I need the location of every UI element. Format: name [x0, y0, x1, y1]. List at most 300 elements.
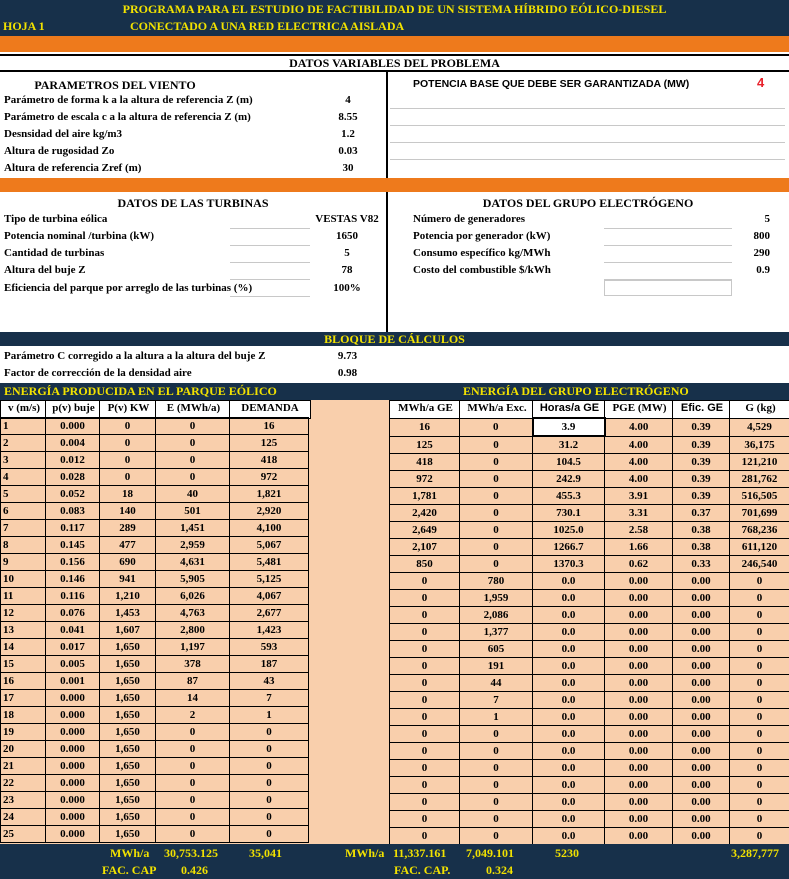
table-cell[interactable]: 16: [230, 418, 309, 435]
table-cell[interactable]: 1,781: [390, 488, 460, 505]
table-cell[interactable]: 0: [390, 573, 460, 590]
table-cell[interactable]: 1: [1, 418, 46, 435]
table-cell[interactable]: 1,650: [100, 741, 156, 758]
table-cell[interactable]: 701,699: [730, 505, 789, 522]
table-cell[interactable]: 0.62: [605, 556, 673, 573]
table-row: [390, 436, 789, 454]
table-cell[interactable]: 40: [156, 486, 230, 503]
table-row: [1, 418, 309, 435]
table-cell[interactable]: 16: [390, 418, 460, 436]
table-cell[interactable]: 0: [730, 692, 789, 709]
table-cell[interactable]: 0.0: [533, 777, 605, 794]
table-cell[interactable]: 516,505: [730, 488, 789, 505]
table-cell[interactable]: 941: [100, 571, 156, 588]
table-cell[interactable]: 1,650: [100, 724, 156, 741]
table-cell[interactable]: 780: [460, 573, 533, 590]
table-cell[interactable]: 0.000: [46, 809, 100, 826]
table-cell[interactable]: 125: [230, 435, 309, 452]
table-cell[interactable]: 0: [390, 658, 460, 675]
table-cell[interactable]: 1,959: [460, 590, 533, 607]
table-cell[interactable]: 281,762: [730, 471, 789, 488]
table-cell[interactable]: 0.000: [46, 758, 100, 775]
table-cell[interactable]: 1,650: [100, 673, 156, 690]
table-cell[interactable]: 0: [730, 828, 789, 845]
table-cell[interactable]: 0.00: [673, 573, 730, 590]
table-cell[interactable]: 0.00: [673, 828, 730, 845]
table-cell[interactable]: 0: [730, 675, 789, 692]
table-cell[interactable]: 2,800: [156, 622, 230, 639]
table-cell[interactable]: 0.39: [673, 418, 730, 436]
table-cell[interactable]: 0: [230, 775, 309, 792]
table-cell[interactable]: 0: [460, 811, 533, 828]
orange-band: [0, 36, 789, 52]
table-cell[interactable]: 4,631: [156, 554, 230, 571]
table-cell[interactable]: 4: [1, 469, 46, 486]
table-row: [1, 758, 309, 775]
table-cell[interactable]: 0: [730, 624, 789, 641]
table-cell[interactable]: 0: [730, 726, 789, 743]
table-cell[interactable]: 0: [730, 811, 789, 828]
table-cell[interactable]: 0.0: [533, 607, 605, 624]
table-cell[interactable]: 0.000: [46, 690, 100, 707]
table-row: [1, 741, 309, 758]
table-cell[interactable]: 0.0: [533, 641, 605, 658]
table-cell[interactable]: 0.0: [533, 811, 605, 828]
table-cell[interactable]: 0.0: [533, 828, 605, 845]
table-cell[interactable]: 0.012: [46, 452, 100, 469]
table-cell[interactable]: 3.91: [605, 488, 673, 505]
table-cell[interactable]: 0: [460, 743, 533, 760]
table-cell[interactable]: 1,451: [156, 520, 230, 537]
table-cell[interactable]: 8: [1, 537, 46, 554]
table-cell[interactable]: 12: [1, 605, 46, 622]
table-cell[interactable]: 730.1: [533, 505, 605, 522]
table-cell[interactable]: 418: [390, 454, 460, 471]
table-cell[interactable]: 0: [730, 641, 789, 658]
table-cell[interactable]: 0: [100, 452, 156, 469]
table-cell[interactable]: 0.00: [605, 573, 673, 590]
table-cell[interactable]: 31.2: [533, 436, 605, 454]
table-cell[interactable]: 2,649: [390, 522, 460, 539]
table-cell[interactable]: 2,677: [230, 605, 309, 622]
table-cell[interactable]: 0: [390, 811, 460, 828]
table-cell[interactable]: 0.00: [673, 794, 730, 811]
table-cell[interactable]: 0: [730, 760, 789, 777]
table-cell[interactable]: 0.00: [605, 692, 673, 709]
table-cell[interactable]: 11: [1, 588, 46, 605]
table-cell[interactable]: 0: [460, 436, 533, 454]
table-cell[interactable]: 605: [460, 641, 533, 658]
table-cell[interactable]: 0.116: [46, 588, 100, 605]
table-cell[interactable]: 5,067: [230, 537, 309, 554]
table-cell[interactable]: 3.31: [605, 505, 673, 522]
table-cell[interactable]: 2.58: [605, 522, 673, 539]
table-cell[interactable]: 140: [100, 503, 156, 520]
table-cell[interactable]: 0: [460, 471, 533, 488]
table-cell[interactable]: 0.33: [673, 556, 730, 573]
table-cell[interactable]: 1,650: [100, 639, 156, 656]
table-cell[interactable]: 0: [730, 590, 789, 607]
table-cell[interactable]: 1,453: [100, 605, 156, 622]
table-cell[interactable]: 1,650: [100, 809, 156, 826]
table-cell[interactable]: 0: [390, 607, 460, 624]
table-cell[interactable]: 17: [1, 690, 46, 707]
table-cell[interactable]: 0: [460, 454, 533, 471]
table-cell[interactable]: 6: [1, 503, 46, 520]
table-cell[interactable]: 0.0: [533, 624, 605, 641]
table-cell[interactable]: 0: [230, 792, 309, 809]
table-cell[interactable]: 455.3: [533, 488, 605, 505]
table-cell[interactable]: 246,540: [730, 556, 789, 573]
table-cell[interactable]: 0: [100, 418, 156, 435]
table-cell[interactable]: 0: [156, 741, 230, 758]
table-cell[interactable]: 0.000: [46, 826, 100, 843]
table-cell[interactable]: 5,905: [156, 571, 230, 588]
table-cell[interactable]: 0.000: [46, 724, 100, 741]
table-cell[interactable]: 0: [156, 724, 230, 741]
gen-total-g: 3,287,777: [731, 846, 779, 860]
table-cell[interactable]: 5,481: [230, 554, 309, 571]
table-cell[interactable]: 0: [460, 777, 533, 794]
table-cell[interactable]: 0.00: [605, 675, 673, 692]
table-cell[interactable]: 0.00: [673, 777, 730, 794]
table-cell[interactable]: 0: [230, 741, 309, 758]
table-cell[interactable]: 0: [390, 675, 460, 692]
table-cell[interactable]: 18: [100, 486, 156, 503]
table-cell[interactable]: 0: [156, 826, 230, 843]
table-cell[interactable]: 242.9: [533, 471, 605, 488]
table-cell[interactable]: 6,026: [156, 588, 230, 605]
table-cell[interactable]: 0: [156, 792, 230, 809]
table-cell[interactable]: 0: [390, 590, 460, 607]
table-cell[interactable]: 0: [156, 435, 230, 452]
table-cell[interactable]: 4,067: [230, 588, 309, 605]
table-cell[interactable]: 0.00: [605, 709, 673, 726]
table-cell[interactable]: 0: [390, 777, 460, 794]
table-cell[interactable]: 0.00: [605, 624, 673, 641]
table-cell[interactable]: 1,650: [100, 826, 156, 843]
table-cell[interactable]: 0.000: [46, 741, 100, 758]
table-cell[interactable]: 0: [730, 709, 789, 726]
table-cell[interactable]: 0.005: [46, 656, 100, 673]
table-row: [1, 673, 309, 690]
table-cell[interactable]: 4.00: [605, 471, 673, 488]
table-cell[interactable]: 1025.0: [533, 522, 605, 539]
table-cell[interactable]: 104.5: [533, 454, 605, 471]
table-cell[interactable]: 1370.3: [533, 556, 605, 573]
table-cell[interactable]: 18: [1, 707, 46, 724]
table-cell[interactable]: 7: [460, 692, 533, 709]
table-cell[interactable]: 4,100: [230, 520, 309, 537]
table-cell[interactable]: 0.00: [605, 641, 673, 658]
table-row: [390, 488, 789, 505]
table-cell[interactable]: 1.66: [605, 539, 673, 556]
table-cell[interactable]: 0: [230, 724, 309, 741]
table-cell[interactable]: 0.00: [605, 726, 673, 743]
table-cell[interactable]: 1,210: [100, 588, 156, 605]
sheet-label: HOJA 1: [3, 19, 45, 33]
table-cell[interactable]: 501: [156, 503, 230, 520]
table-cell[interactable]: 0.0: [533, 590, 605, 607]
table-cell[interactable]: 0: [460, 539, 533, 556]
table-cell[interactable]: 36,175: [730, 436, 789, 454]
table-cell[interactable]: 1,650: [100, 690, 156, 707]
table-cell[interactable]: 0: [460, 760, 533, 777]
table-cell[interactable]: 0.117: [46, 520, 100, 537]
table-cell[interactable]: 0: [100, 469, 156, 486]
table-cell[interactable]: 2,920: [230, 503, 309, 520]
table-cell[interactable]: 0.028: [46, 469, 100, 486]
table-cell[interactable]: 0.38: [673, 522, 730, 539]
table-cell[interactable]: 0: [730, 794, 789, 811]
table-cell[interactable]: 0.39: [673, 436, 730, 454]
table-cell[interactable]: 0.39: [673, 471, 730, 488]
table-cell[interactable]: 0: [390, 760, 460, 777]
table-cell[interactable]: 1266.7: [533, 539, 605, 556]
table-row: [390, 692, 789, 709]
table-cell[interactable]: 1,650: [100, 775, 156, 792]
table-cell[interactable]: 0.00: [673, 811, 730, 828]
table-cell[interactable]: 611,120: [730, 539, 789, 556]
table-cell[interactable]: 0.0: [533, 692, 605, 709]
table-cell[interactable]: 0.37: [673, 505, 730, 522]
table-cell[interactable]: 0.00: [605, 777, 673, 794]
table-cell[interactable]: 0.000: [46, 418, 100, 435]
wind-energy-heading: ENERGÍA PRODUCIDA EN EL PARQUE EÓLICO: [4, 384, 277, 398]
table-cell[interactable]: 0: [460, 794, 533, 811]
table-cell[interactable]: 1,423: [230, 622, 309, 639]
table-cell[interactable]: 0.00: [673, 675, 730, 692]
table-cell[interactable]: 0.000: [46, 775, 100, 792]
table-cell[interactable]: 1: [460, 709, 533, 726]
table-cell[interactable]: 593: [230, 639, 309, 656]
table-cell[interactable]: 0: [156, 469, 230, 486]
table-cell[interactable]: 0.00: [673, 658, 730, 675]
table-cell[interactable]: 0: [390, 828, 460, 845]
base-power-label: POTENCIA BASE QUE DEBE SER GARANTIZADA (MW): [413, 78, 690, 90]
table-cell[interactable]: 43: [230, 673, 309, 690]
table-cell[interactable]: 0.145: [46, 537, 100, 554]
wind-column-header: DEMANDA: [229, 400, 311, 419]
table-cell[interactable]: 16: [1, 673, 46, 690]
table-cell[interactable]: 289: [100, 520, 156, 537]
table-cell[interactable]: 0: [460, 556, 533, 573]
table-cell[interactable]: 0.00: [673, 624, 730, 641]
table-cell[interactable]: 850: [390, 556, 460, 573]
table-cell[interactable]: 0.000: [46, 707, 100, 724]
table-row: [390, 522, 789, 539]
table-cell[interactable]: 0: [230, 758, 309, 775]
table-cell[interactable]: 0.0: [533, 573, 605, 590]
table-cell[interactable]: 972: [390, 471, 460, 488]
table-cell[interactable]: 0.017: [46, 639, 100, 656]
table-cell[interactable]: 0: [156, 452, 230, 469]
table-cell[interactable]: 0.00: [605, 794, 673, 811]
table-cell[interactable]: 24: [1, 809, 46, 826]
table-cell[interactable]: 1: [230, 707, 309, 724]
table-cell[interactable]: 0: [460, 488, 533, 505]
table-cell[interactable]: 0.38: [673, 539, 730, 556]
table-cell[interactable]: 0.052: [46, 486, 100, 503]
table-cell[interactable]: 3: [1, 452, 46, 469]
table-cell[interactable]: 690: [100, 554, 156, 571]
table-cell[interactable]: 2,107: [390, 539, 460, 556]
table-cell[interactable]: 2: [156, 707, 230, 724]
table-cell[interactable]: 0: [156, 758, 230, 775]
table-cell[interactable]: 378: [156, 656, 230, 673]
table-row: [1, 486, 309, 503]
wind-param-value: 30: [342, 162, 354, 174]
gen-column-header: MWh/a Exc.: [459, 400, 535, 419]
table-cell[interactable]: 0: [390, 709, 460, 726]
table-cell[interactable]: 22: [1, 775, 46, 792]
generator-value: 290: [753, 247, 770, 259]
table-cell[interactable]: 0: [230, 826, 309, 843]
table-cell[interactable]: 0.000: [46, 792, 100, 809]
table-cell[interactable]: 0: [100, 435, 156, 452]
table-cell[interactable]: 0: [390, 794, 460, 811]
table-cell[interactable]: 0: [730, 743, 789, 760]
table-cell[interactable]: 0.00: [673, 760, 730, 777]
table-cell[interactable]: 20: [1, 741, 46, 758]
table-cell[interactable]: 9: [1, 554, 46, 571]
table-cell[interactable]: 1,650: [100, 707, 156, 724]
table-cell[interactable]: 3.9: [533, 418, 605, 436]
table-cell[interactable]: 5: [1, 486, 46, 503]
table-cell[interactable]: 0: [390, 641, 460, 658]
table-cell[interactable]: 0.00: [673, 709, 730, 726]
table-cell[interactable]: 2,959: [156, 537, 230, 554]
table-cell[interactable]: 0.00: [605, 607, 673, 624]
table-cell[interactable]: 14: [156, 690, 230, 707]
table-cell[interactable]: 7: [1, 520, 46, 537]
table-cell[interactable]: 0.0: [533, 743, 605, 760]
program-title: PROGRAMA PARA EL ESTUDIO DE FACTIBILIDAD DE UN SISTEMA HÍBRIDO EÓLICO-DIESEL: [122, 2, 667, 16]
table-cell[interactable]: 0.156: [46, 554, 100, 571]
wind-cap-value: 0.426: [181, 863, 208, 877]
table-cell[interactable]: 0.00: [673, 641, 730, 658]
table-cell[interactable]: 4,529: [730, 418, 789, 436]
table-cell[interactable]: 0.041: [46, 622, 100, 639]
table-cell[interactable]: 0.0: [533, 794, 605, 811]
table-cell[interactable]: 1,650: [100, 792, 156, 809]
table-cell[interactable]: 418: [230, 452, 309, 469]
wind-param-label: Parámetro de escala c a la altura de referencia Z (m): [4, 111, 251, 123]
table-cell[interactable]: 87: [156, 673, 230, 690]
table-cell[interactable]: 0.0: [533, 709, 605, 726]
table-cell[interactable]: 0: [460, 505, 533, 522]
table-cell[interactable]: 0: [390, 624, 460, 641]
table-cell[interactable]: 0: [460, 522, 533, 539]
table-cell[interactable]: 0: [730, 777, 789, 794]
table-cell[interactable]: 0.00: [673, 726, 730, 743]
table-cell[interactable]: 121,210: [730, 454, 789, 471]
table-cell[interactable]: 0.083: [46, 503, 100, 520]
table-cell[interactable]: 1,197: [156, 639, 230, 656]
table-cell[interactable]: 25: [1, 826, 46, 843]
table-cell[interactable]: 0.0: [533, 675, 605, 692]
table-cell[interactable]: 0.39: [673, 454, 730, 471]
table-cell[interactable]: 1,607: [100, 622, 156, 639]
table-cell[interactable]: 191: [460, 658, 533, 675]
table-cell[interactable]: 2,086: [460, 607, 533, 624]
table-cell[interactable]: 13: [1, 622, 46, 639]
table-cell[interactable]: 0.00: [673, 743, 730, 760]
table-cell[interactable]: 0.0: [533, 658, 605, 675]
table-cell[interactable]: 0.39: [673, 488, 730, 505]
table-cell[interactable]: 0.00: [673, 590, 730, 607]
table-cell[interactable]: 44: [460, 675, 533, 692]
table-cell[interactable]: 0: [730, 658, 789, 675]
table-cell[interactable]: 2: [1, 435, 46, 452]
table-cell[interactable]: 0: [230, 809, 309, 826]
table-cell[interactable]: 0: [156, 775, 230, 792]
table-cell[interactable]: 1,377: [460, 624, 533, 641]
table-cell[interactable]: 4.00: [605, 418, 673, 436]
table-cell[interactable]: 10: [1, 571, 46, 588]
table-cell[interactable]: 0.00: [673, 692, 730, 709]
table-cell[interactable]: 0: [390, 726, 460, 743]
table-cell[interactable]: 2,420: [390, 505, 460, 522]
turbine-value: 100%: [333, 282, 361, 294]
gen-column-header: MWh/a GE: [389, 400, 462, 419]
table-cell[interactable]: 23: [1, 792, 46, 809]
table-cell[interactable]: 0: [730, 573, 789, 590]
table-cell[interactable]: 1,650: [100, 656, 156, 673]
table-cell[interactable]: 1,821: [230, 486, 309, 503]
table-cell[interactable]: 187: [230, 656, 309, 673]
table-cell[interactable]: 0: [390, 692, 460, 709]
table-cell[interactable]: 5,125: [230, 571, 309, 588]
table-cell[interactable]: 125: [390, 436, 460, 454]
table-row: [390, 539, 789, 556]
table-cell[interactable]: 0: [156, 809, 230, 826]
table-cell[interactable]: 0.146: [46, 571, 100, 588]
table-cell[interactable]: 0.00: [673, 607, 730, 624]
table-cell[interactable]: 0: [390, 743, 460, 760]
table-cell[interactable]: 0: [460, 828, 533, 845]
table-cell[interactable]: 15: [1, 656, 46, 673]
table-cell[interactable]: 0.00: [605, 590, 673, 607]
table-cell[interactable]: 0.076: [46, 605, 100, 622]
table-cell[interactable]: 972: [230, 469, 309, 486]
table-cell[interactable]: 768,236: [730, 522, 789, 539]
table-cell[interactable]: 14: [1, 639, 46, 656]
table-cell[interactable]: 0: [460, 726, 533, 743]
generator-label: Consumo específico kg/MWh: [413, 247, 551, 259]
table-cell[interactable]: 0.004: [46, 435, 100, 452]
table-cell[interactable]: 0.0: [533, 726, 605, 743]
table-cell[interactable]: 4.00: [605, 454, 673, 471]
table-cell[interactable]: 19: [1, 724, 46, 741]
table-cell[interactable]: 0.00: [605, 760, 673, 777]
table-cell[interactable]: 4,763: [156, 605, 230, 622]
table-cell[interactable]: 7: [230, 690, 309, 707]
table-cell[interactable]: 0: [156, 418, 230, 435]
table-cell[interactable]: 0.00: [605, 811, 673, 828]
table-cell[interactable]: 0.00: [605, 658, 673, 675]
table-cell[interactable]: 0.001: [46, 673, 100, 690]
table-cell[interactable]: 0.0: [533, 760, 605, 777]
table-cell[interactable]: 1,650: [100, 758, 156, 775]
table-cell[interactable]: 477: [100, 537, 156, 554]
table-cell[interactable]: 0.00: [605, 743, 673, 760]
table-cell[interactable]: 4.00: [605, 436, 673, 454]
table-cell[interactable]: 21: [1, 758, 46, 775]
table-cell[interactable]: 0: [460, 418, 533, 436]
table-cell[interactable]: 0.00: [605, 828, 673, 845]
table-cell[interactable]: 0: [730, 607, 789, 624]
